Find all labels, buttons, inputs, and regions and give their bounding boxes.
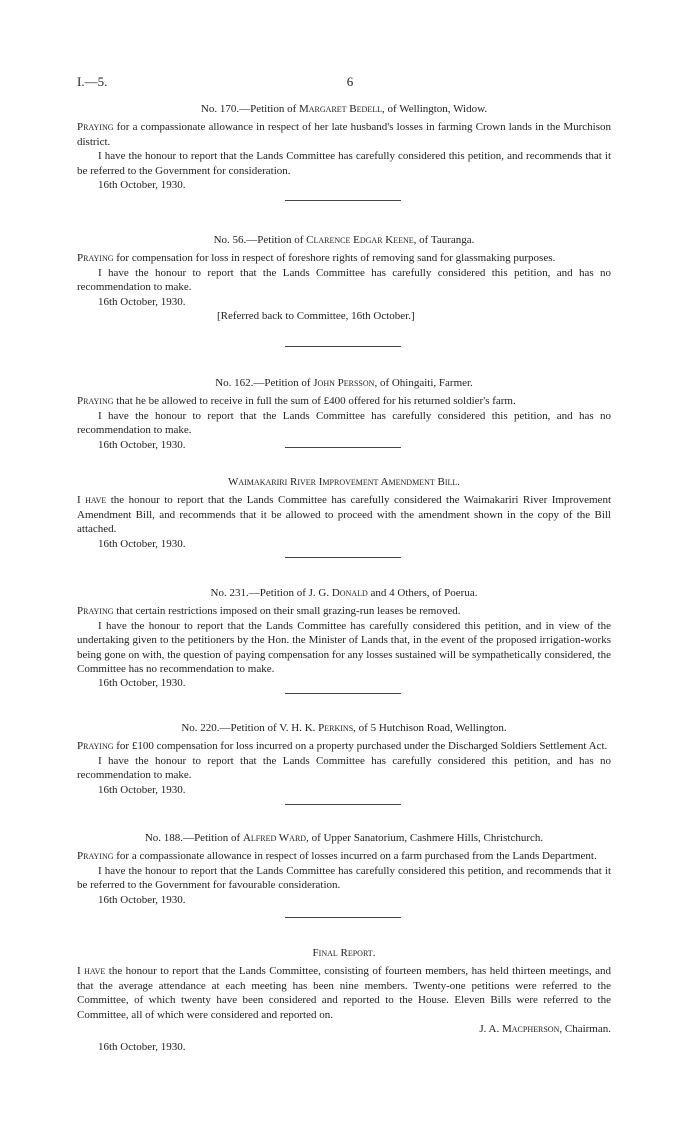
report-paragraph: I have the honour to report that the Lands Committee has carefully considered this petition, and has no recommendation to make. <box>77 266 611 294</box>
praying-paragraph: Praying that he be allowed to receive in full the sum of £400 offered for his returned soldier's farm. <box>77 395 516 408</box>
section-divider <box>285 917 401 918</box>
section-divider <box>285 804 401 805</box>
final-report-title: Final Report. <box>312 947 376 959</box>
petition-title: No. 162.—Petition of John Persson, of Ohingaiti, Farmer. <box>215 377 473 389</box>
page-reference: I.—5. <box>77 74 108 89</box>
praying-paragraph: Praying for £100 compensation for loss incurred on a property purchased under the Discharged Soldiers Settlement Act. <box>77 740 608 753</box>
praying-paragraph: Praying for a compassionate allowance in respect of her late husband's losses in farming Crown lands in the Murchison district. <box>77 121 611 148</box>
praying-paragraph: Praying that certain restrictions imposed on their small grazing-run leases be removed. <box>77 605 461 618</box>
page-number: 6 <box>346 74 354 89</box>
report-paragraph: I have the honour to report that the Lands Committee has carefully considered this petition, and recommends that it be referred to the Government for consideration. <box>77 150 611 177</box>
section-divider <box>285 693 401 694</box>
report-paragraph: I have the honour to report that the Lands Committee has carefully considered this petition, and in view of the undertaking given to the petitioners by the Hon. the Minister of Lands that, in the event of the proposed irrigation-works being gone on with, the question of paying compensation for any losses sustained will be sympathetically considered, the Committee has no recommendation to make. <box>77 619 611 676</box>
referral-note: [Referred back to Committee, 16th October.] <box>217 310 415 323</box>
bill-report-paragraph: I have the honour to report that the Lands Committee has carefully considered the Waimakariri River Improvement Amendment Bill, and recommends that it be allowed to proceed with the amendment shown in the copy of the Bill attached. <box>77 494 611 536</box>
petition-title: No. 220.—Petition of V. H. K. Perkins, of 5 Hutchison Road, Wellington. <box>181 722 507 734</box>
report-paragraph: I have the honour to report that the Lands Committee has carefully considered this petition, and has no recommendation to make. <box>77 754 611 782</box>
report-date: 16th October, 1930. <box>98 438 186 451</box>
petition-title: No. 170.—Petition of Margaret Bedell, of Wellington, Widow. <box>200 103 488 115</box>
section-divider <box>285 200 401 201</box>
petitioner-name: Perkins <box>318 722 354 734</box>
report-date: 16th October, 1930. <box>98 295 186 308</box>
petition-title: No. 231.—Petition of J. G. Donald and 4 Others, of Poerua. <box>210 587 478 599</box>
report-date: 16th October, 1930. <box>98 783 186 796</box>
petitioner-name: Donald <box>331 587 368 599</box>
petition-162 <box>77 376 611 452</box>
petitioner-name: Alfred Ward <box>242 832 307 844</box>
report-date: 16th October, 1930. <box>98 537 186 550</box>
petitioner-name: Clarence Edgar Keene <box>306 234 414 246</box>
report-date: 16th October, 1930. <box>98 1041 186 1054</box>
petition-title: No. 56.—Petition of Clarence Edgar Keene, of Tauranga. <box>213 234 475 246</box>
petition-188 <box>77 831 611 907</box>
section-divider <box>285 346 401 347</box>
petition-title: No. 188.—Petition of Alfred Ward, of Upper Sanatorium, Cashmere Hills, Christchurch. <box>144 832 544 844</box>
bill-title: Waimakariri River Improvement Amendment Bill. <box>227 476 461 488</box>
waimakariri-bill <box>77 475 611 551</box>
petitioner-name: John Persson <box>313 377 375 389</box>
petition-220 <box>77 721 611 797</box>
petition-56 <box>77 233 611 323</box>
final-report <box>77 946 611 1055</box>
section-divider <box>285 557 401 558</box>
praying-paragraph: Praying for a compassionate allowance in respect of losses incurred on a farm purchased from the Lands Department. <box>77 850 597 863</box>
final-report-paragraph: I have the honour to report that the Lands Committee, consisting of fourteen members, has held thirteen meetings, and that the average attendance at each meeting has been nine members. Twenty-one petitions were referred to the Committee, of which twenty have been considered and reported to the House. Eleven Bills were referred to the Committee, all of which were considered and reported on. <box>77 965 611 1021</box>
praying-paragraph: Praying for compensation for loss in respect of foreshore rights of removing sand for glassmaking purposes. <box>77 252 556 265</box>
report-date: 16th October, 1930. <box>98 893 186 906</box>
report-paragraph: I have the honour to report that the Lands Committee has carefully considered this petition, and has no recommendation to make. <box>77 409 611 437</box>
petitioner-name: Margaret Bedell <box>299 103 382 115</box>
section-divider <box>285 447 401 448</box>
report-paragraph: I have the honour to report that the Lands Committee has carefully considered this petition, and recommends that it be referred to the Government for favourable consideration. <box>77 864 611 892</box>
petition-231 <box>77 586 611 691</box>
chairman-signature: J. A. Macpherson, Chairman. <box>479 1023 611 1036</box>
report-date: 16th October, 1930. <box>98 677 186 690</box>
report-date: 16th October, 1930. <box>98 179 186 192</box>
petition-170 <box>77 102 611 192</box>
